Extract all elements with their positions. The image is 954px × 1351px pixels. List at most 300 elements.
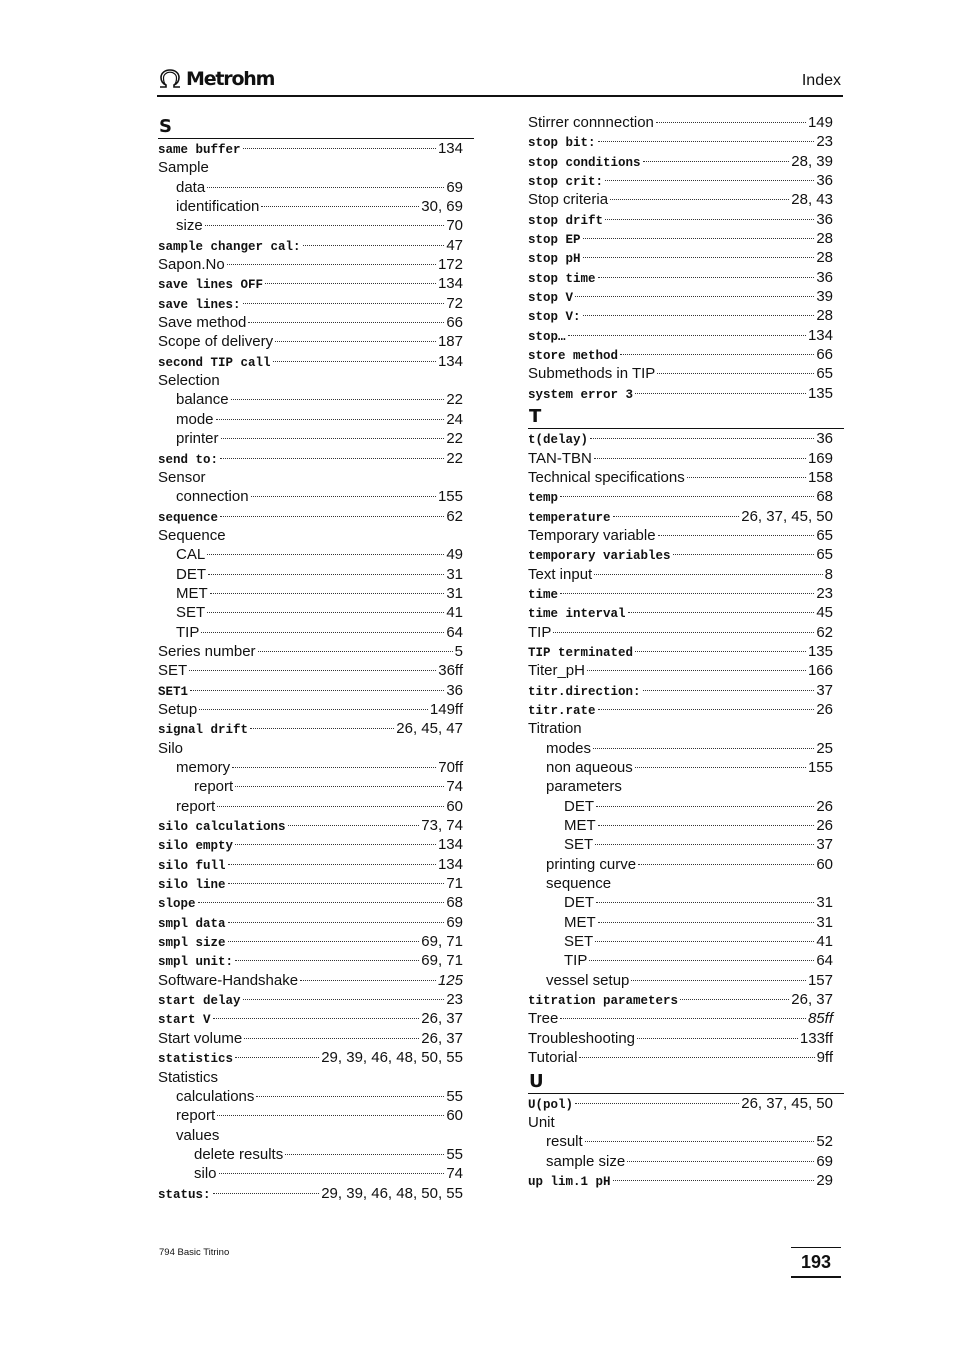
index-term: Tutorial	[528, 1049, 578, 1067]
index-term: calculations	[176, 1087, 255, 1105]
index-pages: 28, 43	[791, 191, 833, 209]
index-entry	[528, 487, 844, 506]
dot-leader	[560, 592, 814, 594]
index-term: smpl data	[158, 916, 226, 931]
index-entry	[528, 326, 844, 345]
index-entry	[158, 739, 474, 758]
index-term: sequence	[546, 875, 612, 893]
index-pages: 41	[446, 604, 463, 622]
index-entry	[158, 197, 474, 216]
index-term: mode	[176, 410, 214, 428]
index-term: silo line	[158, 878, 226, 893]
dot-leader	[220, 515, 444, 517]
index-entry	[158, 449, 474, 468]
index-pages: 134	[437, 836, 463, 854]
index-entry	[158, 507, 474, 526]
dot-leader	[221, 437, 445, 439]
dot-leader	[613, 1179, 815, 1181]
index-entry	[158, 468, 474, 487]
index-entry	[158, 410, 474, 429]
dot-leader	[590, 437, 814, 439]
index-term: U(pol)	[528, 1097, 574, 1112]
index-entry	[528, 152, 844, 171]
index-term: silo empty	[158, 839, 234, 854]
section-letter	[158, 113, 474, 139]
dot-leader	[228, 921, 445, 923]
dot-leader	[610, 198, 789, 200]
dot-leader	[201, 631, 444, 633]
index-term: Start volume	[158, 1029, 243, 1047]
index-term: DET	[564, 797, 594, 815]
index-entry	[528, 384, 844, 403]
index-entry	[158, 255, 474, 274]
index-pages: 69, 71	[421, 952, 463, 970]
index-term: SET	[158, 662, 188, 680]
index-term: modes	[546, 739, 592, 757]
index-term: smpl unit:	[158, 955, 234, 970]
index-pages: 60	[446, 797, 463, 815]
index-entry	[528, 816, 844, 835]
index-pages: 28	[816, 249, 833, 267]
index-pages: 60	[816, 855, 833, 873]
index-entry	[528, 719, 844, 738]
index-entry	[158, 158, 474, 177]
dot-leader	[598, 921, 815, 923]
dot-leader	[303, 244, 445, 246]
index-pages: 134	[437, 352, 463, 370]
dot-leader	[213, 1192, 320, 1194]
index-term: Titration	[528, 720, 582, 738]
index-pages: 36	[816, 210, 833, 228]
index-entry	[158, 1048, 474, 1067]
dot-leader	[232, 766, 436, 768]
dot-leader	[256, 1095, 444, 1097]
index-entry	[528, 507, 844, 526]
index-pages: 36	[816, 430, 833, 448]
index-entry	[158, 584, 474, 603]
index-pages: 31	[446, 584, 463, 602]
dot-leader	[228, 940, 420, 942]
index-entry	[158, 681, 474, 700]
index-entry	[528, 893, 844, 912]
index-pages: 31	[446, 565, 463, 583]
dot-leader	[579, 1056, 814, 1058]
index-term: memory	[176, 759, 231, 776]
index-term: SET1	[158, 684, 189, 699]
index-entry	[528, 268, 844, 287]
index-pages: 62	[446, 507, 463, 525]
index-pages: 133ff	[799, 1029, 833, 1047]
dot-leader	[628, 611, 815, 613]
index-term: Troubleshooting	[528, 1029, 636, 1047]
index-pages: 37	[816, 836, 833, 854]
dot-leader	[261, 205, 419, 207]
dot-leader	[605, 179, 814, 181]
brand-name: Metrohm	[186, 68, 275, 90]
index-entry	[528, 623, 844, 642]
index-entry	[158, 1009, 474, 1028]
index-entry	[158, 371, 474, 390]
section-letter	[528, 1068, 844, 1094]
index-term: connection	[176, 488, 249, 506]
dot-leader	[605, 218, 814, 220]
index-entry	[528, 364, 844, 383]
dot-leader	[243, 302, 445, 304]
index-pages: 64	[816, 952, 833, 970]
index-term: printer	[176, 430, 219, 448]
index-pages: 37	[816, 681, 833, 699]
dot-leader	[205, 224, 445, 226]
index-pages: 28	[816, 307, 833, 325]
index-term: identification	[176, 198, 260, 216]
index-term: temperature	[528, 510, 611, 525]
section-letter	[528, 403, 844, 429]
dot-leader	[217, 1114, 444, 1116]
dot-leader	[198, 901, 445, 903]
index-term: Scope of delivery	[158, 333, 274, 351]
index-term: temp	[528, 491, 559, 506]
index-entry	[528, 835, 844, 854]
index-term: TIP	[176, 623, 200, 641]
dot-leader	[288, 824, 420, 826]
index-term: values	[176, 1126, 220, 1144]
dot-leader	[235, 843, 436, 845]
index-term: MET	[564, 913, 596, 931]
dot-leader	[243, 998, 445, 1000]
index-pages: 55	[446, 1145, 463, 1163]
dot-leader	[235, 1056, 319, 1058]
index-pages: 26, 37, 45, 50	[741, 1094, 833, 1112]
dot-leader	[568, 334, 806, 336]
index-entry	[158, 313, 474, 332]
index-entry	[528, 429, 844, 448]
index-term: report	[176, 797, 216, 815]
index-term: Technical specifications	[528, 468, 685, 486]
index-pages: 26, 37	[421, 1010, 463, 1028]
index-entry	[158, 913, 474, 932]
index-term: silo	[194, 1165, 217, 1183]
index-pages: 26	[816, 797, 833, 815]
index-pages: 36	[816, 172, 833, 190]
index-term: report	[194, 778, 234, 796]
index-entry	[158, 971, 474, 990]
index-entry	[528, 855, 844, 874]
index-pages: 149	[807, 114, 833, 131]
dot-leader	[595, 843, 814, 845]
index-pages: 26, 45, 47	[396, 720, 463, 738]
index-term: Statistics	[158, 1068, 219, 1086]
index-entry	[528, 874, 844, 893]
index-entry	[528, 990, 844, 1009]
dot-leader	[560, 1017, 806, 1019]
index-term: Tree	[528, 1010, 559, 1028]
index-term: printing curve	[546, 855, 637, 873]
index-entry	[528, 758, 844, 777]
index-pages: 166	[807, 662, 833, 680]
index-entry	[158, 1087, 474, 1106]
index-term: report	[176, 1107, 216, 1125]
index-term: titr.rate	[528, 703, 596, 718]
index-entry	[528, 1132, 844, 1151]
index-pages: 187	[437, 333, 463, 351]
brand-logo	[157, 67, 274, 91]
index-term: send to:	[158, 452, 219, 467]
index-entry	[158, 816, 474, 835]
index-term: stop V:	[528, 310, 581, 325]
index-term: parameters	[546, 778, 622, 796]
index-pages: 22	[446, 449, 463, 467]
index-entry	[158, 352, 474, 371]
index-column-left	[158, 113, 474, 1203]
index-entry	[158, 1164, 474, 1183]
index-pages: 70ff	[438, 759, 463, 776]
index-entry	[528, 1009, 844, 1028]
index-pages: 23	[816, 584, 833, 602]
index-term: time interval	[528, 607, 626, 622]
index-term: statistics	[158, 1052, 234, 1067]
index-entry	[158, 951, 474, 970]
dot-leader	[220, 457, 444, 459]
dot-leader	[231, 398, 445, 400]
index-term: sample changer cal:	[158, 239, 301, 254]
index-entry	[528, 700, 844, 719]
index-entry	[528, 797, 844, 816]
index-entry	[528, 171, 844, 190]
dot-leader	[643, 160, 790, 162]
index-pages: 71	[446, 875, 463, 893]
index-term: save lines OFF	[158, 278, 264, 293]
index-entry	[158, 835, 474, 854]
index-pages: 30, 69	[421, 198, 463, 216]
index-entry	[158, 874, 474, 893]
index-term: Sensor	[158, 468, 206, 486]
index-entry	[158, 1068, 474, 1087]
index-term: sequence	[158, 510, 219, 525]
dot-leader	[594, 457, 806, 459]
index-entry	[528, 345, 844, 364]
index-term: Unit	[528, 1113, 555, 1131]
index-pages: 29	[816, 1171, 833, 1189]
index-pages: 8	[824, 565, 833, 583]
dot-leader	[598, 276, 815, 278]
index-entry	[528, 1029, 844, 1048]
dot-leader	[235, 959, 419, 961]
index-term: Stirrer connnection	[528, 114, 654, 131]
index-term: MET	[176, 584, 208, 602]
index-term: sample size	[546, 1152, 626, 1170]
index-pages: 74	[446, 778, 463, 796]
index-term: stop pH	[528, 252, 581, 267]
index-term: SET	[564, 933, 594, 951]
index-entry	[158, 274, 474, 293]
index-pages: 64	[446, 623, 463, 641]
index-term: Selection	[158, 372, 220, 390]
index-entry	[158, 855, 474, 874]
index-pages: 26, 37	[421, 1029, 463, 1047]
index-entry	[528, 248, 844, 267]
index-entry	[528, 1171, 844, 1190]
dot-leader	[575, 1102, 739, 1104]
index-pages: 29, 39, 46, 48, 50, 55	[321, 1049, 463, 1067]
index-term: Setup	[158, 700, 198, 718]
index-pages: 66	[816, 346, 833, 364]
index-term: SET	[564, 836, 594, 854]
dot-leader	[217, 805, 444, 807]
dot-leader	[216, 418, 445, 420]
index-pages: 41	[816, 933, 833, 951]
index-pages: 29, 39, 46, 48, 50, 55	[321, 1184, 463, 1202]
index-entry	[158, 719, 474, 738]
dot-leader	[250, 727, 394, 729]
index-pages: 65	[816, 526, 833, 544]
dot-leader	[273, 360, 436, 362]
section-letter-label: U	[529, 1070, 544, 1092]
dot-leader	[207, 186, 444, 188]
index-term: balance	[176, 391, 229, 409]
dot-leader	[251, 495, 436, 497]
dot-leader	[219, 1172, 445, 1174]
index-entry	[158, 236, 474, 255]
index-term: stop crit:	[528, 175, 604, 190]
dot-leader	[637, 1037, 798, 1039]
index-entry	[528, 210, 844, 229]
index-entry	[528, 739, 844, 758]
index-pages: 31	[816, 894, 833, 912]
index-pages: 55	[446, 1087, 463, 1105]
dot-leader	[213, 1017, 420, 1019]
dot-leader	[620, 353, 814, 355]
dot-leader	[594, 573, 822, 575]
index-pages: 134	[437, 855, 463, 873]
index-term: t(delay)	[528, 433, 589, 448]
index-term: stop conditions	[528, 155, 641, 170]
dot-leader	[595, 940, 814, 942]
index-entry	[528, 306, 844, 325]
index-pages: 135	[807, 642, 833, 660]
index-entry	[528, 229, 844, 248]
index-term: slope	[158, 897, 196, 912]
dot-leader	[596, 901, 814, 903]
index-pages: 26, 37, 45, 50	[741, 507, 833, 525]
index-entry	[528, 777, 844, 796]
index-pages: 73, 74	[421, 817, 463, 835]
dot-leader	[643, 689, 815, 691]
index-pages: 72	[446, 294, 463, 312]
dot-leader	[635, 650, 806, 652]
index-term: stop drift	[528, 213, 604, 228]
index-pages: 65	[816, 365, 833, 383]
index-pages: 69	[816, 1152, 833, 1170]
index-term: SET	[176, 604, 206, 622]
index-term: temporary variables	[528, 549, 671, 564]
index-term: non aqueous	[546, 759, 633, 776]
index-entry	[158, 661, 474, 680]
index-entry	[158, 990, 474, 1009]
index-pages: 155	[437, 488, 463, 506]
index-term: DET	[176, 565, 206, 583]
index-pages: 52	[816, 1133, 833, 1151]
index-pages: 62	[816, 623, 833, 641]
dot-leader	[657, 372, 814, 374]
index-entry	[158, 623, 474, 642]
index-term: status:	[158, 1187, 211, 1202]
dot-leader	[258, 650, 453, 652]
dot-leader	[228, 863, 436, 865]
index-term: DET	[564, 894, 594, 912]
index-entry	[528, 1094, 844, 1113]
index-entry	[158, 216, 474, 235]
index-pages: 134	[437, 275, 463, 293]
dot-leader	[560, 495, 814, 497]
index-entry	[528, 565, 844, 584]
index-entry	[158, 545, 474, 564]
index-entry	[158, 565, 474, 584]
index-pages: 69	[446, 913, 463, 931]
index-entry	[158, 1029, 474, 1048]
index-term: Stop criteria	[528, 191, 609, 209]
index-pages: 39	[816, 288, 833, 306]
index-term: start delay	[158, 994, 241, 1009]
index-pages: 22	[446, 430, 463, 448]
index-pages: 125	[437, 971, 463, 989]
dot-leader	[613, 515, 740, 517]
index-term: store method	[528, 349, 619, 364]
dot-leader	[585, 1140, 815, 1142]
index-entry	[158, 294, 474, 313]
dot-leader	[598, 824, 815, 826]
dot-leader	[207, 611, 444, 613]
page-header	[157, 64, 843, 97]
index-entry	[528, 932, 844, 951]
index-pages: 28, 39	[791, 152, 833, 170]
index-term: Submethods in TIP	[528, 365, 656, 383]
index-term: time	[528, 587, 559, 602]
index-term: TIP	[528, 623, 552, 641]
index-entry	[528, 545, 844, 564]
dot-leader	[275, 340, 436, 342]
index-entry	[158, 178, 474, 197]
index-entry	[528, 642, 844, 661]
page-number: 193	[791, 1247, 841, 1278]
index-term: stop time	[528, 271, 596, 286]
index-term: Text input	[528, 565, 593, 583]
dot-leader	[587, 669, 806, 671]
dot-leader	[598, 140, 815, 142]
index-pages: 47	[446, 236, 463, 254]
index-pages: 169	[807, 449, 833, 467]
dot-leader	[680, 998, 789, 1000]
index-pages: 158	[807, 468, 833, 486]
index-term: start V	[158, 1013, 211, 1028]
index-entry	[528, 132, 844, 151]
index-pages: 66	[446, 314, 463, 332]
index-term: data	[176, 178, 206, 196]
index-entry	[528, 584, 844, 603]
index-term: same buffer	[158, 143, 241, 157]
index-entry	[528, 1113, 844, 1132]
index-entry	[158, 1106, 474, 1125]
index-pages: 68	[816, 488, 833, 506]
index-term: stop…	[528, 329, 566, 344]
index-term: TIP	[564, 952, 588, 970]
index-pages: 26	[816, 700, 833, 718]
dot-leader	[673, 553, 815, 555]
dot-leader	[300, 979, 436, 981]
index-term: silo full	[158, 858, 226, 873]
page-title: Index	[801, 72, 841, 89]
dot-leader	[243, 147, 436, 149]
index-pages: 36ff	[438, 662, 463, 680]
